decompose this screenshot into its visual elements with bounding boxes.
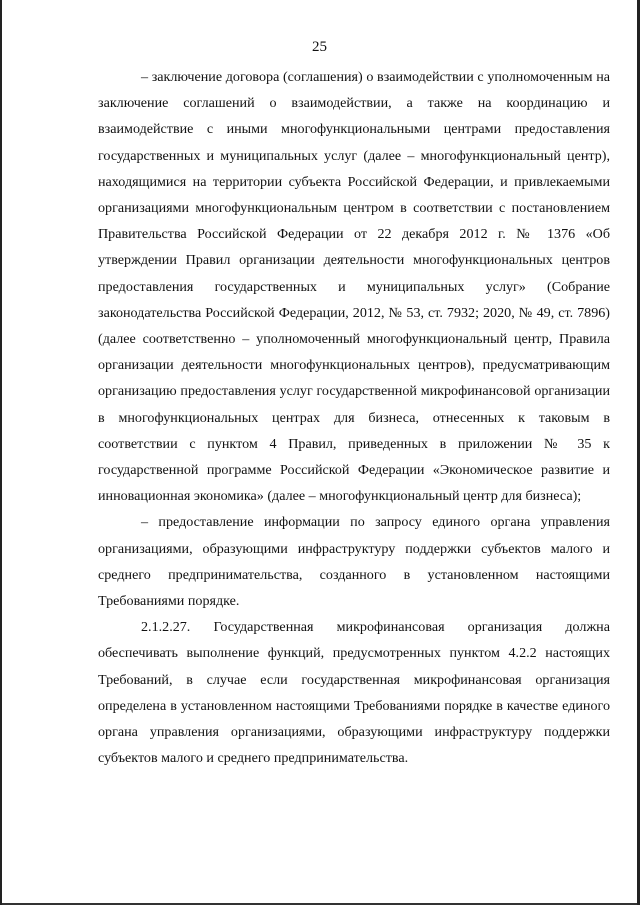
document-body: [98, 64, 610, 771]
page-number: 25: [312, 39, 327, 55]
paragraph-agreement: – заключение договора (соглашения) о взаимодействии с уполномоченным на заключение соглашений о взаимодействии, а также на координацию и взаимодействие с иными многофункциональными центрами предоставления государственных и муниципальных услуг (далее – многофункциональный центр), находящимися на территории субъекта Российской Федерации, и привлекаемыми организациями многофункциональным центром в соответствии с постановлением Правительства Российской Федерации от 22 декабря 2012 г. № 1376 «Об утверждении Правил организации деятельности многофункциональных центров предоставления государственных и муниципальных услуг» (Собрание законодательства Российской Федерации, 2012, № 53, ст. 7932; 2020, № 49, ст. 7896) (далее соответственно – уполномоченный многофункциональный центр, Правила организации деятельности многофункциональных центров), предусматривающим организацию предоставления услуг государственной микрофинансовой организации в многофункциональных центрах для бизнеса, отнесенных к таковым в соответствии с пунктом 4 Правил, приведенных в приложении № 35 к государственной программе Российской Федерации «Экономическое развитие и инновационная экономика» (далее – многофункциональный центр для бизнеса);: [98, 69, 610, 505]
paragraph-clause-2-1-2-27: 2.1.2.27. Государственная микрофинансовая организация должна обеспечивать выполнение функций, предусмотренных пунктом 4.2.2 настоящих Требований, в случае если государственная микрофинансовая организация определена в установленном настоящими Требованиями порядке в качестве единого органа управления организациями, образующими инфраструктуру поддержки субъектов малого и среднего предпринимательства.: [98, 619, 610, 767]
paragraph-information: – предоставление информации по запросу единого органа управления организациями, образующими инфраструктуру поддержки субъектов малого и среднего предпринимательства, созданного в установленном настоящими Требованиями порядке.: [98, 514, 610, 610]
